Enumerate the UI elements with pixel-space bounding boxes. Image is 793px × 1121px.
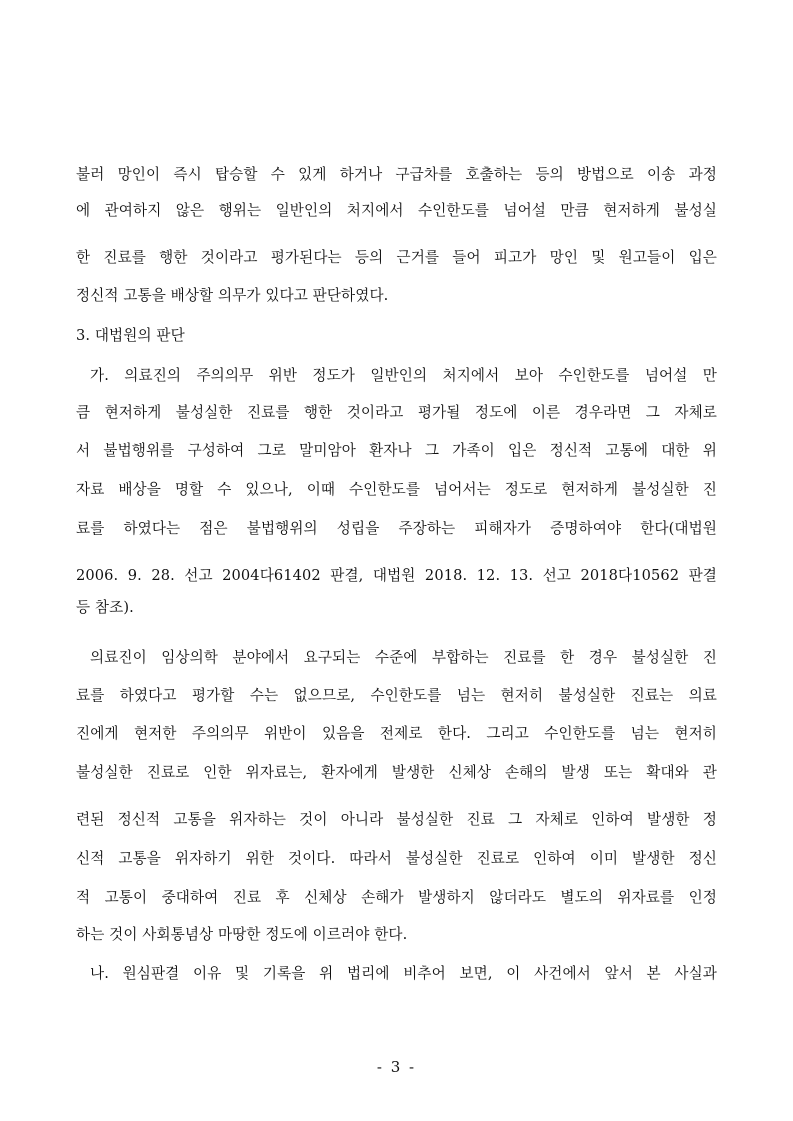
body-text-line: 불러 망인이 즉시 탑승할 수 있게 하거나 구급차를 호출하는 등의 방법으로 이송 과정 (76, 166, 717, 183)
section-heading: 3. 대법원의 판단 (76, 327, 185, 344)
body-text-line: 료를 하였다고 평가할 수는 없으므로, 수인한도를 넘는 현저히 불성실한 진료는 의료 (76, 687, 717, 704)
body-text-line: 한 진료를 행한 것이라고 평가된다는 등의 근거를 들어 피고가 망인 및 원고들이 입은 (76, 249, 717, 266)
paragraph-first-line: 나. 원심판결 이유 및 기록을 위 법리에 비추어 보면, 이 사건에서 앞서 본 사실과 (90, 965, 717, 982)
body-text-line: 에 관여하지 않은 행위는 일반인의 처지에서 수인한도를 넘어설 만큼 현저하게 불성실 (76, 202, 717, 219)
body-text-line: 불성실한 진료로 인한 위자료는, 환자에게 발생한 신체상 손해의 발생 또는 확대와 관 (76, 764, 717, 781)
paragraph-first-line: 가. 의료진의 주의의무 위반 정도가 일반인의 처지에서 보아 수인한도를 넘어설 만 (90, 367, 717, 384)
body-text-line: 료를 하였다는 점은 불법행위의 성립을 주장하는 피해자가 증명하여야 한다(대법원 (76, 520, 717, 537)
body-text-line: 진에게 현저한 주의의무 위반이 있음을 전제로 한다. 그리고 수인한도를 넘는 현저히 (76, 725, 717, 742)
body-text-line: 신적 고통을 위자하기 위한 것이다. 따라서 불성실한 진료로 인하여 이미 발생한 정신 (76, 850, 717, 867)
body-text-line: 서 불법행위를 구성하여 그로 말미암아 환자나 그 가족이 입은 정신적 고통에 대한 위 (76, 442, 717, 459)
body-text-line: 적 고통이 중대하여 진료 후 신체상 손해가 발생하지 않더라도 별도의 위자료를 인정 (76, 889, 717, 906)
page-number: - 3 - (376, 1058, 417, 1076)
body-text-line: 2006. 9. 28. 선고 2004다61402 판결, 대법원 2018. 12. 13. 선고 2018다10562 판결 (76, 567, 717, 584)
body-text-line: 등 참조). (76, 599, 134, 616)
body-text-line: 큼 현저하게 불성실한 진료를 행한 것이라고 평가될 정도에 이른 경우라면 그 자체로 (76, 404, 717, 421)
body-text-line: 자료 배상을 명할 수 있으나, 이때 수인한도를 넘어서는 정도로 현저하게 불성실한 진 (76, 481, 717, 498)
body-text-line: 련된 정신적 고통을 위자하는 것이 아니라 불성실한 진료 그 자체로 인하여 발생한 정 (76, 811, 717, 828)
body-text-line: 정신적 고통을 배상할 의무가 있다고 판단하였다. (76, 287, 389, 304)
paragraph-first-line: 의료진이 임상의학 분야에서 요구되는 수준에 부합하는 진료를 한 경우 불성실한 진 (90, 649, 717, 666)
body-text-line: 하는 것이 사회통념상 마땅한 정도에 이르러야 한다. (76, 926, 408, 943)
